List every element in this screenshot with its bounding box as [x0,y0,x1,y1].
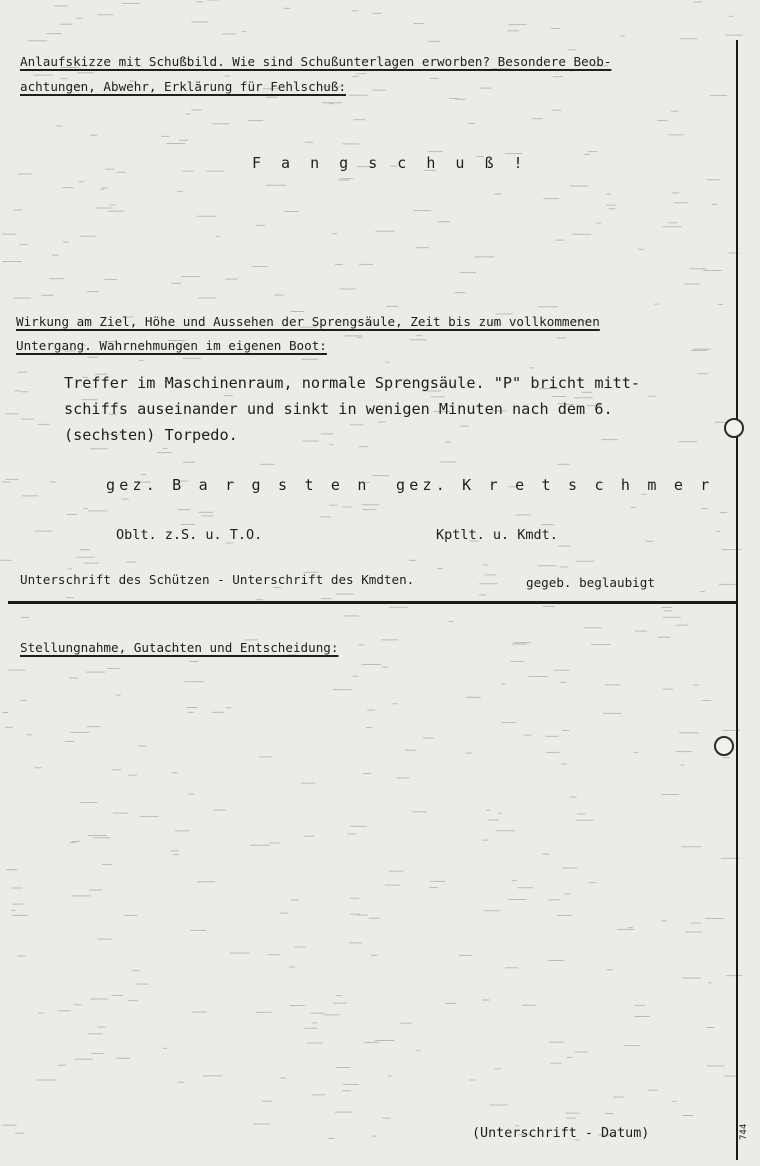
section1-heading-line1: Anlaufskizze mit Schußbild. Wie sind Schußunterlagen erworben? Besondere Beob- [20,54,612,69]
section-divider [8,601,738,604]
section1-content: F a n g s c h u ß ! [252,154,529,172]
section3-heading: Stellungnahme, Gutachten und Entscheidung: [20,640,339,655]
punch-hole-top [724,418,744,438]
section2-text-line2: schiffs auseinander und sinkt in wenigen Minuten nach dem 6. [64,400,613,418]
margin-line [736,40,738,1160]
section2-heading-line1: Wirkung am Ziel, Höhe und Aussehen der Sprengsäule, Zeit bis zum vollkommenen [16,314,600,329]
signature-left-rank: Oblt. z.S. u. T.O. [116,527,263,543]
signature-date-caption: (Unterschrift - Datum) [472,1126,650,1141]
signature-caption-left: Unterschrift des Schützen - Unterschrift des Kmdten. [20,572,415,587]
section2-heading-line2: Untergang. Wahrnehmungen im eigenen Boot: [16,338,327,353]
section1-heading-line2: achtungen, Abwehr, Erklärung für Fehlschuß: [20,79,347,94]
section2-text-line1: Treffer im Maschinenraum, normale Sprengsäule. "P" bricht mitt- [64,374,641,392]
section2-text-line3: (sechsten) Torpedo. [64,426,238,444]
signature-caption-right: gegeb. beglaubigt [526,575,655,590]
signature-right-name: gez. K r e t s c h m e r [396,476,714,494]
margin-page-number: 744 [739,1123,749,1140]
signature-right-rank: Kptlt. u. Kmdt. [436,527,558,543]
punch-hole-bottom [714,736,734,756]
signature-left-name: gez. B a r g s t e n [106,476,371,494]
